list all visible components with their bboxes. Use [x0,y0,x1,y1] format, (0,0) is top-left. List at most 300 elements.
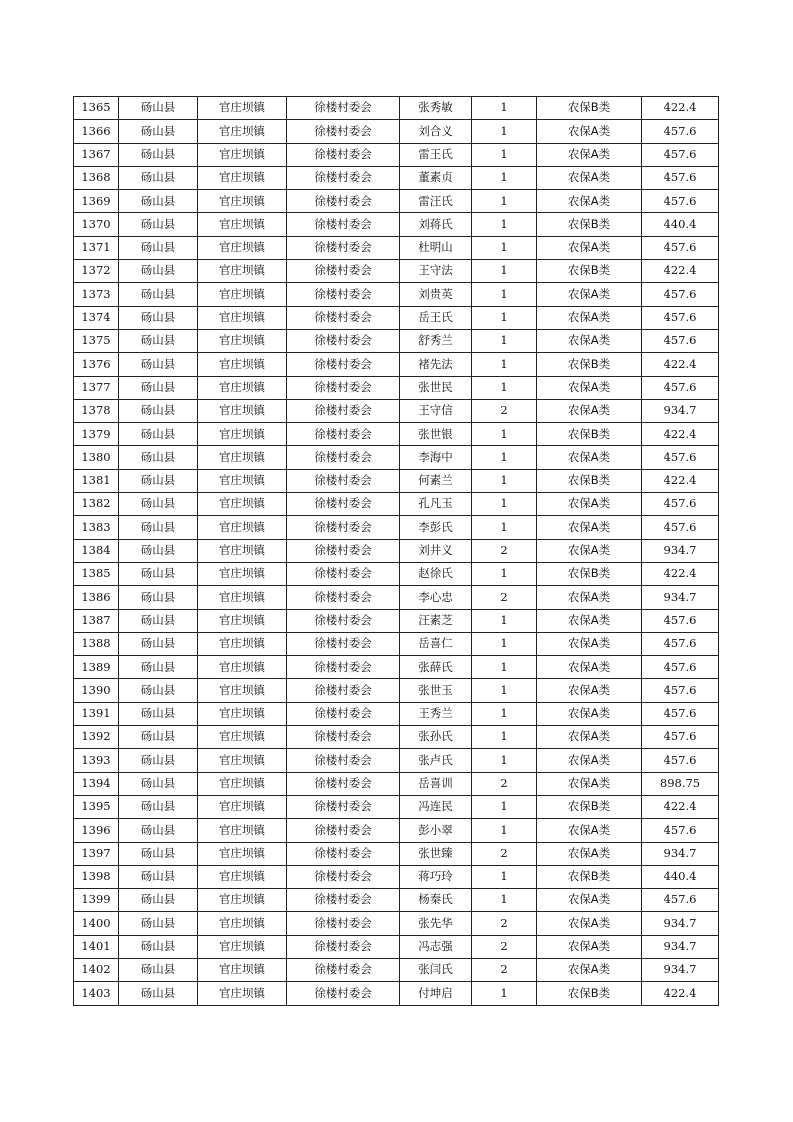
cell-person-name: 刘贵英 [400,283,472,306]
cell-town: 官庄坝镇 [198,493,287,516]
cell-amount: 440.4 [642,213,719,236]
cell-town: 官庄坝镇 [198,539,287,562]
cell-amount: 457.6 [642,609,719,632]
table-row [74,819,719,842]
cell-insurance-category: 农保A类 [537,376,642,399]
cell-town: 官庄坝镇 [198,609,287,632]
cell-row-number: 1376 [74,353,119,376]
table-row [74,586,719,609]
cell-county: 砀山县 [119,143,198,166]
cell-amount: 934.7 [642,539,719,562]
cell-person-name: 李心忠 [400,586,472,609]
cell-amount: 422.4 [642,982,719,1005]
cell-amount: 422.4 [642,97,719,120]
cell-amount: 457.6 [642,516,719,539]
cell-person-name: 张秀敏 [400,97,472,120]
cell-village-committee: 徐楼村委会 [287,236,400,259]
cell-insurance-category: 农保A类 [537,632,642,655]
cell-county: 砀山县 [119,912,198,935]
cell-row-number: 1390 [74,679,119,702]
cell-household-count: 1 [472,562,537,585]
cell-person-name: 张孙氏 [400,726,472,749]
cell-household-count: 2 [472,399,537,422]
cell-household-count: 2 [472,935,537,958]
cell-town: 官庄坝镇 [198,795,287,818]
cell-town: 官庄坝镇 [198,469,287,492]
cell-amount: 457.6 [642,190,719,213]
cell-county: 砀山县 [119,260,198,283]
cell-county: 砀山县 [119,679,198,702]
cell-row-number: 1393 [74,749,119,772]
cell-person-name: 张世银 [400,423,472,446]
cell-insurance-category: 农保A类 [537,446,642,469]
cell-insurance-category: 农保A类 [537,889,642,912]
cell-county: 砀山县 [119,726,198,749]
cell-town: 官庄坝镇 [198,958,287,981]
cell-amount: 457.6 [642,236,719,259]
cell-amount: 457.6 [642,143,719,166]
cell-row-number: 1383 [74,516,119,539]
cell-household-count: 1 [472,260,537,283]
cell-person-name: 李彭氏 [400,516,472,539]
cell-amount: 457.6 [642,749,719,772]
cell-person-name: 刘井义 [400,539,472,562]
cell-county: 砀山县 [119,539,198,562]
table-row [74,516,719,539]
table-row [74,865,719,888]
cell-household-count: 1 [472,423,537,446]
cell-amount: 934.7 [642,399,719,422]
cell-county: 砀山县 [119,329,198,352]
cell-household-count: 2 [472,958,537,981]
cell-insurance-category: 农保A类 [537,283,642,306]
cell-person-name: 李海中 [400,446,472,469]
cell-row-number: 1395 [74,795,119,818]
table-row [74,166,719,189]
cell-person-name: 汪素芝 [400,609,472,632]
cell-village-committee: 徐楼村委会 [287,819,400,842]
cell-person-name: 杜明山 [400,236,472,259]
cell-town: 官庄坝镇 [198,213,287,236]
cell-town: 官庄坝镇 [198,306,287,329]
cell-county: 砀山县 [119,889,198,912]
cell-county: 砀山县 [119,632,198,655]
cell-amount: 934.7 [642,935,719,958]
cell-person-name: 王秀兰 [400,702,472,725]
cell-village-committee: 徐楼村委会 [287,283,400,306]
cell-person-name: 冯志强 [400,935,472,958]
cell-amount: 934.7 [642,912,719,935]
cell-person-name: 张世民 [400,376,472,399]
cell-village-committee: 徐楼村委会 [287,539,400,562]
cell-insurance-category: 农保A类 [537,399,642,422]
cell-household-count: 1 [472,982,537,1005]
cell-person-name: 冯连民 [400,795,472,818]
cell-village-committee: 徐楼村委会 [287,353,400,376]
cell-person-name: 何素兰 [400,469,472,492]
cell-town: 官庄坝镇 [198,679,287,702]
cell-person-name: 王守法 [400,260,472,283]
cell-amount: 457.6 [642,329,719,352]
table-body [74,97,719,1006]
cell-county: 砀山县 [119,772,198,795]
cell-county: 砀山县 [119,423,198,446]
cell-county: 砀山县 [119,562,198,585]
cell-insurance-category: 农保B类 [537,865,642,888]
cell-person-name: 张世臻 [400,842,472,865]
cell-row-number: 1392 [74,726,119,749]
cell-county: 砀山县 [119,819,198,842]
cell-insurance-category: 农保A类 [537,726,642,749]
cell-amount: 457.6 [642,632,719,655]
cell-insurance-category: 农保A类 [537,190,642,213]
cell-household-count: 2 [472,772,537,795]
cell-county: 砀山县 [119,842,198,865]
cell-amount: 422.4 [642,795,719,818]
cell-insurance-category: 农保A类 [537,702,642,725]
cell-amount: 457.6 [642,120,719,143]
cell-town: 官庄坝镇 [198,353,287,376]
cell-person-name: 雷汪氏 [400,190,472,213]
table-row [74,539,719,562]
cell-row-number: 1384 [74,539,119,562]
cell-insurance-category: 农保A类 [537,656,642,679]
cell-amount: 898.75 [642,772,719,795]
cell-amount: 457.6 [642,446,719,469]
cell-insurance-category: 农保B类 [537,795,642,818]
table-row [74,726,719,749]
table-row [74,283,719,306]
cell-household-count: 1 [472,889,537,912]
cell-row-number: 1374 [74,306,119,329]
cell-village-committee: 徐楼村委会 [287,726,400,749]
cell-row-number: 1389 [74,656,119,679]
cell-row-number: 1396 [74,819,119,842]
cell-household-count: 1 [472,97,537,120]
cell-row-number: 1401 [74,935,119,958]
cell-household-count: 1 [472,120,537,143]
cell-village-committee: 徐楼村委会 [287,795,400,818]
cell-insurance-category: 农保A类 [537,842,642,865]
cell-row-number: 1373 [74,283,119,306]
cell-village-committee: 徐楼村委会 [287,842,400,865]
cell-amount: 457.6 [642,306,719,329]
cell-amount: 457.6 [642,819,719,842]
cell-person-name: 彭小翠 [400,819,472,842]
table-row [74,632,719,655]
table-row [74,562,719,585]
cell-row-number: 1387 [74,609,119,632]
cell-county: 砀山县 [119,586,198,609]
cell-person-name: 刘合义 [400,120,472,143]
cell-town: 官庄坝镇 [198,912,287,935]
cell-insurance-category: 农保A类 [537,912,642,935]
cell-row-number: 1398 [74,865,119,888]
cell-village-committee: 徐楼村委会 [287,376,400,399]
cell-town: 官庄坝镇 [198,772,287,795]
cell-town: 官庄坝镇 [198,516,287,539]
cell-county: 砀山县 [119,469,198,492]
cell-village-committee: 徐楼村委会 [287,260,400,283]
cell-county: 砀山县 [119,656,198,679]
cell-town: 官庄坝镇 [198,260,287,283]
cell-county: 砀山县 [119,982,198,1005]
cell-village-committee: 徐楼村委会 [287,656,400,679]
cell-household-count: 1 [472,632,537,655]
cell-town: 官庄坝镇 [198,749,287,772]
cell-household-count: 1 [472,376,537,399]
cell-row-number: 1370 [74,213,119,236]
cell-insurance-category: 农保A类 [537,236,642,259]
cell-town: 官庄坝镇 [198,166,287,189]
table-row [74,469,719,492]
cell-town: 官庄坝镇 [198,97,287,120]
cell-insurance-category: 农保B类 [537,97,642,120]
cell-row-number: 1366 [74,120,119,143]
table-row [74,795,719,818]
cell-amount: 422.4 [642,353,719,376]
cell-row-number: 1381 [74,469,119,492]
table-row [74,260,719,283]
cell-county: 砀山县 [119,166,198,189]
cell-county: 砀山县 [119,795,198,818]
cell-village-committee: 徐楼村委会 [287,865,400,888]
cell-village-committee: 徐楼村委会 [287,935,400,958]
cell-village-committee: 徐楼村委会 [287,306,400,329]
table-row [74,912,719,935]
cell-amount: 457.6 [642,376,719,399]
cell-household-count: 2 [472,842,537,865]
cell-row-number: 1394 [74,772,119,795]
cell-insurance-category: 农保A类 [537,958,642,981]
table-row [74,353,719,376]
cell-row-number: 1365 [74,97,119,120]
cell-county: 砀山县 [119,399,198,422]
cell-insurance-category: 农保A类 [537,749,642,772]
cell-amount: 422.4 [642,423,719,446]
table-row [74,609,719,632]
table-row [74,493,719,516]
cell-row-number: 1397 [74,842,119,865]
cell-insurance-category: 农保B类 [537,423,642,446]
cell-insurance-category: 农保A类 [537,539,642,562]
cell-person-name: 杨秦氏 [400,889,472,912]
table-row [74,376,719,399]
cell-amount: 457.6 [642,679,719,702]
cell-amount: 457.6 [642,166,719,189]
table-row [74,97,719,120]
table-row [74,236,719,259]
cell-household-count: 1 [472,469,537,492]
cell-village-committee: 徐楼村委会 [287,702,400,725]
cell-insurance-category: 农保A类 [537,120,642,143]
cell-amount: 422.4 [642,469,719,492]
cell-row-number: 1403 [74,982,119,1005]
cell-town: 官庄坝镇 [198,982,287,1005]
cell-insurance-category: 农保A类 [537,516,642,539]
cell-person-name: 王守信 [400,399,472,422]
cell-household-count: 1 [472,656,537,679]
cell-county: 砀山县 [119,865,198,888]
cell-county: 砀山县 [119,353,198,376]
cell-row-number: 1400 [74,912,119,935]
cell-town: 官庄坝镇 [198,283,287,306]
cell-household-count: 1 [472,353,537,376]
table-row [74,446,719,469]
cell-county: 砀山县 [119,306,198,329]
cell-household-count: 1 [472,726,537,749]
cell-person-name: 张卢氏 [400,749,472,772]
cell-insurance-category: 农保A类 [537,609,642,632]
cell-village-committee: 徐楼村委会 [287,166,400,189]
cell-town: 官庄坝镇 [198,586,287,609]
cell-row-number: 1391 [74,702,119,725]
table-row [74,982,719,1005]
cell-person-name: 岳喜仁 [400,632,472,655]
cell-village-committee: 徐楼村委会 [287,469,400,492]
cell-amount: 457.6 [642,493,719,516]
cell-county: 砀山县 [119,749,198,772]
cell-county: 砀山县 [119,516,198,539]
table-row [74,213,719,236]
cell-household-count: 1 [472,493,537,516]
table-row [74,935,719,958]
cell-village-committee: 徐楼村委会 [287,143,400,166]
cell-town: 官庄坝镇 [198,935,287,958]
cell-insurance-category: 农保A类 [537,329,642,352]
cell-person-name: 刘蒋氏 [400,213,472,236]
cell-household-count: 2 [472,586,537,609]
table-row [74,143,719,166]
cell-town: 官庄坝镇 [198,819,287,842]
cell-household-count: 1 [472,306,537,329]
cell-town: 官庄坝镇 [198,656,287,679]
cell-insurance-category: 农保A类 [537,586,642,609]
cell-person-name: 董素贞 [400,166,472,189]
cell-row-number: 1378 [74,399,119,422]
cell-person-name: 张世玉 [400,679,472,702]
cell-row-number: 1402 [74,958,119,981]
table-row [74,306,719,329]
cell-insurance-category: 农保B类 [537,353,642,376]
cell-county: 砀山县 [119,446,198,469]
table-row [74,842,719,865]
cell-row-number: 1377 [74,376,119,399]
cell-county: 砀山县 [119,702,198,725]
cell-row-number: 1371 [74,236,119,259]
cell-amount: 422.4 [642,562,719,585]
cell-village-committee: 徐楼村委会 [287,423,400,446]
cell-town: 官庄坝镇 [198,190,287,213]
cell-person-name: 蒋巧玲 [400,865,472,888]
cell-person-name: 岳喜训 [400,772,472,795]
cell-village-committee: 徐楼村委会 [287,493,400,516]
cell-county: 砀山县 [119,236,198,259]
table-row [74,889,719,912]
cell-insurance-category: 农保B类 [537,260,642,283]
cell-county: 砀山县 [119,283,198,306]
table-row [74,120,719,143]
table-row [74,772,719,795]
cell-person-name: 雷王氏 [400,143,472,166]
cell-village-committee: 徐楼村委会 [287,562,400,585]
cell-insurance-category: 农保A类 [537,143,642,166]
cell-village-committee: 徐楼村委会 [287,889,400,912]
cell-village-committee: 徐楼村委会 [287,912,400,935]
cell-insurance-category: 农保A类 [537,935,642,958]
cell-row-number: 1386 [74,586,119,609]
cell-town: 官庄坝镇 [198,423,287,446]
cell-amount: 934.7 [642,586,719,609]
cell-amount: 934.7 [642,842,719,865]
cell-town: 官庄坝镇 [198,143,287,166]
cell-county: 砀山县 [119,120,198,143]
cell-household-count: 1 [472,283,537,306]
cell-county: 砀山县 [119,190,198,213]
cell-town: 官庄坝镇 [198,562,287,585]
cell-row-number: 1369 [74,190,119,213]
cell-person-name: 付坤启 [400,982,472,1005]
cell-household-count: 1 [472,819,537,842]
cell-village-committee: 徐楼村委会 [287,399,400,422]
cell-household-count: 1 [472,213,537,236]
table-row [74,702,719,725]
cell-household-count: 1 [472,236,537,259]
cell-town: 官庄坝镇 [198,399,287,422]
cell-person-name: 孔凡玉 [400,493,472,516]
cell-row-number: 1380 [74,446,119,469]
cell-village-committee: 徐楼村委会 [287,982,400,1005]
cell-village-committee: 徐楼村委会 [287,749,400,772]
cell-amount: 457.6 [642,702,719,725]
cell-village-committee: 徐楼村委会 [287,958,400,981]
cell-row-number: 1399 [74,889,119,912]
cell-town: 官庄坝镇 [198,726,287,749]
cell-person-name: 张先华 [400,912,472,935]
cell-amount: 422.4 [642,260,719,283]
cell-row-number: 1385 [74,562,119,585]
cell-insurance-category: 农保A类 [537,166,642,189]
cell-county: 砀山县 [119,97,198,120]
cell-amount: 457.6 [642,726,719,749]
cell-town: 官庄坝镇 [198,236,287,259]
cell-village-committee: 徐楼村委会 [287,97,400,120]
cell-village-committee: 徐楼村委会 [287,329,400,352]
table-row [74,679,719,702]
cell-village-committee: 徐楼村委会 [287,516,400,539]
cell-household-count: 1 [472,702,537,725]
cell-county: 砀山县 [119,213,198,236]
cell-village-committee: 徐楼村委会 [287,213,400,236]
cell-household-count: 1 [472,329,537,352]
table-row [74,958,719,981]
cell-row-number: 1368 [74,166,119,189]
cell-town: 官庄坝镇 [198,446,287,469]
cell-amount: 457.6 [642,656,719,679]
cell-town: 官庄坝镇 [198,865,287,888]
cell-household-count: 1 [472,865,537,888]
table-row [74,399,719,422]
cell-insurance-category: 农保A类 [537,493,642,516]
cell-county: 砀山县 [119,958,198,981]
cell-insurance-category: 农保A类 [537,679,642,702]
cell-county: 砀山县 [119,493,198,516]
cell-village-committee: 徐楼村委会 [287,609,400,632]
cell-county: 砀山县 [119,376,198,399]
cell-person-name: 赵徐氏 [400,562,472,585]
cell-row-number: 1372 [74,260,119,283]
cell-row-number: 1382 [74,493,119,516]
